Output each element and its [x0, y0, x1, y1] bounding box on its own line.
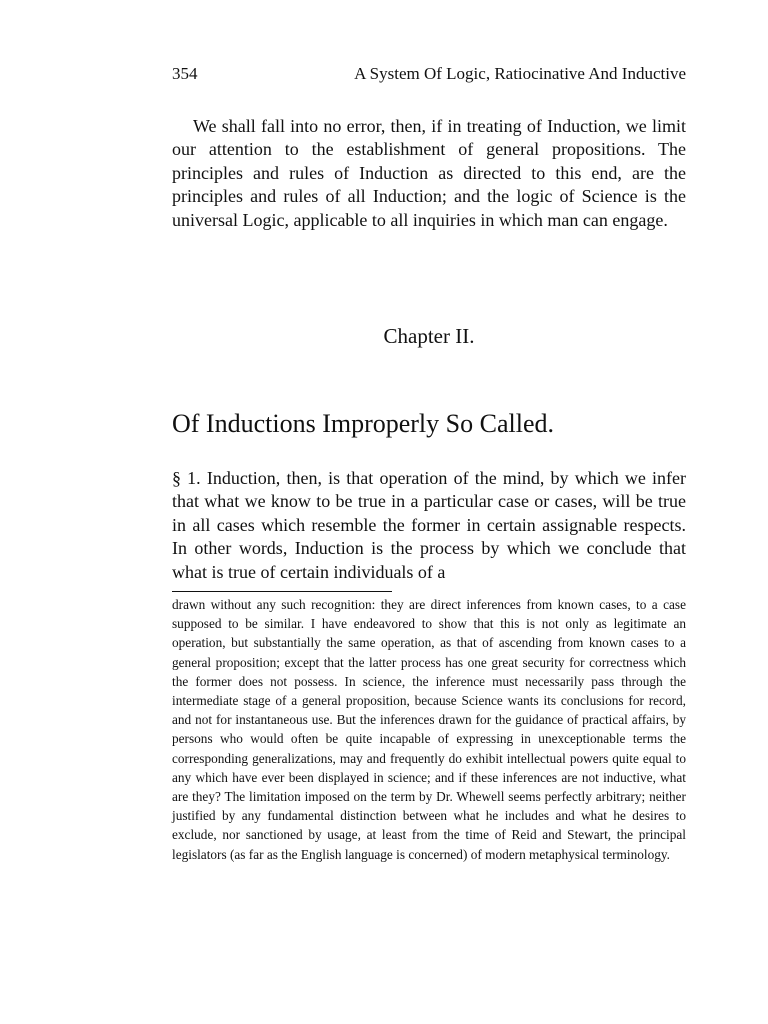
running-title: A System Of Logic, Ratiocinative And Inductive — [354, 64, 686, 83]
chapter-number: Chapter II. — [383, 324, 475, 348]
book-page — [172, 0, 686, 1024]
body-paragraph: We shall fall into no error, then, if in treating of Induction, we limit our attention to the establishment of general propositions. The principles and rules of Induction as directed to this end, are the principles and rules of all Induction; and the logic of Science is the universal Logic, applicable to all inquiries in which man can engage. — [172, 116, 686, 230]
section-paragraph: § 1. Induction, then, is that operation of the mind, by which we infer that what we know to be true in a particular case or cases, will be true in all cases which resemble the former in certain assignable respects. In other words, Induction is the process by which we conclude that what is true of certain individuals of a — [172, 468, 686, 582]
chapter-title: Of Inductions Improperly So Called. — [172, 409, 554, 438]
footnote-rule — [172, 591, 392, 592]
footnote-text: drawn without any such recognition: they are direct inferences from known cases, to a case supposed to be similar. I have endeavored to show that this is not only as legitimate an operation, but substantially the same operation, as that of ascending from known cases to a general proposition; except that the latter process has one great security for correctness which the former does not possess. In science, the inference must necessarily pass through the intermediate stage of a general proposition, because Science wants its conclusions for record, and not for instantaneous use. But the inferences drawn for the guidance of practical affairs, by persons who would often be quite incapable of expressing in unexceptionable terms the corresponding generalizations, may and frequently do exhibit intellectual powers quite equal to any which have ever been displayed in science; and if these inferences are not inductive, what are they? The limitation imposed on the term by Dr. Whewell seems perfectly arbitrary; neither justified by any fundamental distinction between what he includes and what he desires to exclude, nor sanctioned by usage, at least from the time of Reid and Stewart, the principal legislators (as far as the English language is concerned) of modern metaphysical terminology. — [172, 597, 686, 862]
page-number: 354 — [172, 64, 198, 83]
running-head — [172, 63, 686, 85]
